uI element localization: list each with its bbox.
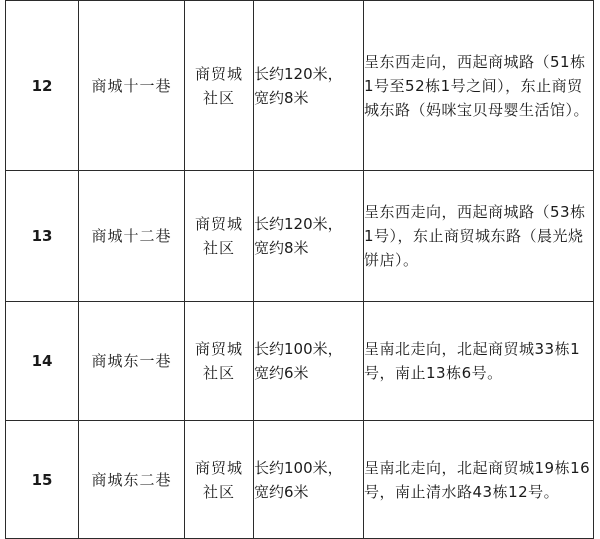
community-line2: 社区 xyxy=(202,88,235,107)
size-cell xyxy=(254,171,364,302)
road-description: 呈东西走向，西起商城路（53栋1号），东止商贸城东路（晨光烧饼店）。 xyxy=(364,171,594,302)
road-length: 长约120米， xyxy=(254,64,343,83)
road-length: 长约100米， xyxy=(254,458,343,477)
row-number: 15 xyxy=(6,421,79,539)
road-name: 商城东一巷 xyxy=(79,302,185,421)
road-description: 呈南北走向，北起商贸城19栋16号，南止清水路43栋12号。 xyxy=(364,421,594,539)
community-line2: 社区 xyxy=(202,239,235,257)
table-row xyxy=(6,421,594,539)
size-cell xyxy=(254,302,364,421)
table-row xyxy=(6,1,594,171)
row-number: 13 xyxy=(6,171,79,302)
community-line2: 社区 xyxy=(202,482,235,501)
road-description: 呈南北走向，北起商贸城33栋1号，南止13栋6号。 xyxy=(364,302,594,421)
community-cell xyxy=(185,171,254,302)
road-length: 长约120米， xyxy=(254,215,343,233)
community-line1: 商贸城 xyxy=(194,215,243,233)
size-cell xyxy=(254,421,364,539)
community-line1: 商贸城 xyxy=(194,340,243,358)
community-cell xyxy=(185,421,254,539)
community-cell xyxy=(185,1,254,171)
road-length: 长约100米， xyxy=(254,340,343,358)
community-line2: 社区 xyxy=(202,364,235,382)
row-number: 12 xyxy=(6,1,79,171)
road-name: 商城东二巷 xyxy=(79,421,185,539)
community-line1: 商贸城 xyxy=(194,458,243,477)
road-width: 宽约6米 xyxy=(254,482,309,501)
table-row xyxy=(6,302,594,421)
community-line1: 商贸城 xyxy=(194,64,243,83)
size-cell xyxy=(254,1,364,171)
road-width: 宽约6米 xyxy=(254,364,309,382)
road-table xyxy=(5,0,594,539)
road-width: 宽约8米 xyxy=(254,88,309,107)
row-number: 14 xyxy=(6,302,79,421)
road-name: 商城十一巷 xyxy=(79,1,185,171)
road-description: 呈东西走向，西起商城路（51栋1号至52栋1号之间），东止商贸城东路（妈咪宝贝母婴生活馆）。 xyxy=(364,1,594,171)
road-width: 宽约8米 xyxy=(254,239,309,257)
table-row xyxy=(6,171,594,302)
road-name: 商城十二巷 xyxy=(79,171,185,302)
community-cell xyxy=(185,302,254,421)
